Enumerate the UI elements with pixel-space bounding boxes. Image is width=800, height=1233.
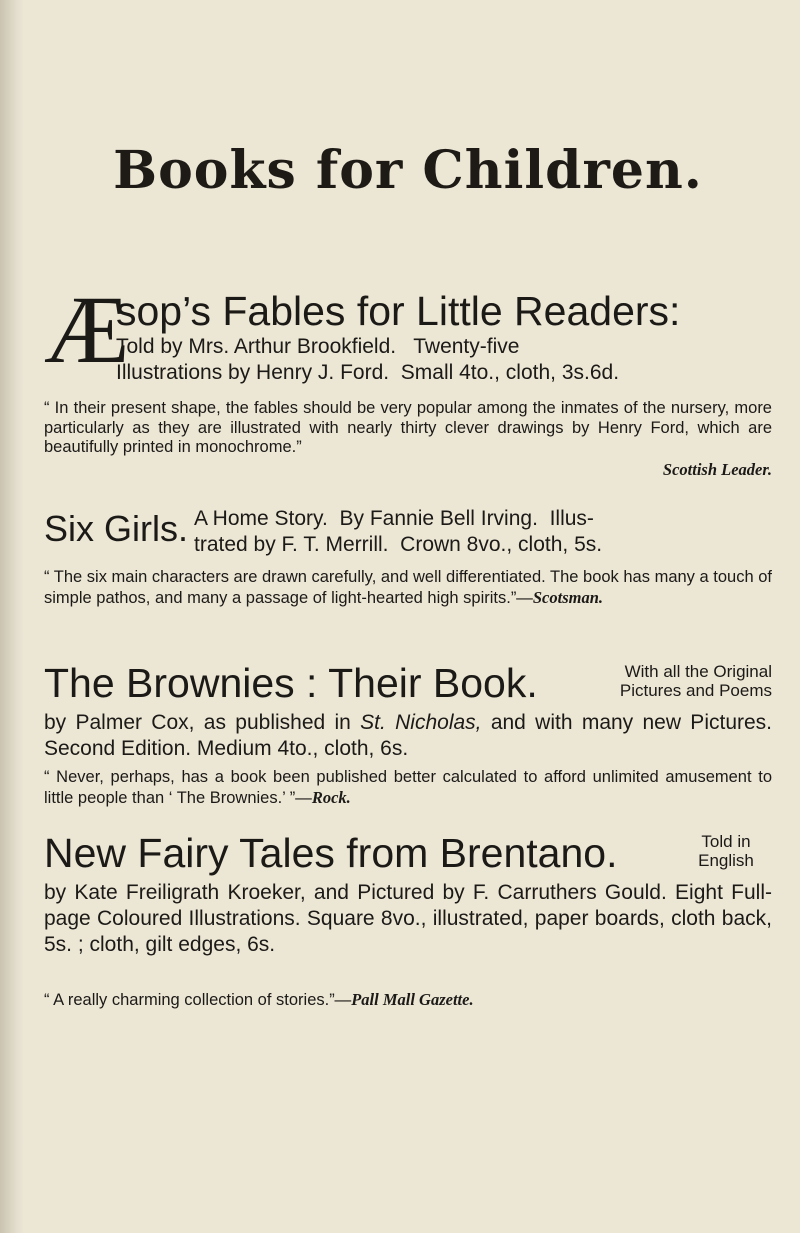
entry-details-line-1: Told by Mrs. Arthur Brookfield. Twenty-five — [116, 335, 520, 358]
entry-subtitle-line-1: With all the Original — [624, 662, 772, 681]
entry-new-fairy-tales — [44, 830, 772, 1040]
quote-text: “ A really charming collection of stories.” — [44, 991, 335, 1009]
entry-the-brownies — [44, 660, 772, 820]
entry-details — [44, 710, 772, 762]
page-heading: Books for Children. — [113, 140, 703, 201]
entry-review-quote: “ In their present shape, the fables should be very popular among the inmates of the nursery, more particularly as they are illustrated with nearly thirty clever drawings by Henry Ford, which are beautifully printed in monochrome.” — [44, 399, 772, 456]
entry-subtitle-line-2: English — [698, 851, 754, 870]
entry-title: New Fairy Tales from Brentano. — [44, 830, 618, 876]
entry-aesops-fables — [44, 276, 772, 498]
quote-text: “ Never, perhaps, has a book been published better calculated to afford unlimited amusement to little people than ‘ The Brownies.’ ” — [44, 768, 772, 807]
page-edge-shadow — [0, 0, 24, 1233]
entry-review-source: —Scotsman. — [516, 587, 604, 607]
entry-review-source: —Pall Mall Gazette. — [334, 990, 474, 1009]
entry-details-line-1: A Home Story. By Fannie Bell Irving. Illus- — [194, 507, 594, 530]
entry-review-quote — [44, 568, 772, 608]
quote-text: “ The six main characters are drawn carefully, and well differentiated. The book has many a touch of simple pathos, and many a passage of light-hearted high spirits.” — [44, 568, 772, 607]
page — [44, 0, 772, 1233]
entry-details: by Kate Freiligrath Kroeker, and Pictured by F. Carruthers Gould. Eight Full-page Coloured Illustrations. Square 8vo., illustrated, paper boards, cloth back, 5s. ; cloth, gilt edges, 6s. — [44, 881, 772, 956]
entry-details-line-2: trated by F. T. Merrill. Crown 8vo., cloth, 5s. — [194, 533, 603, 556]
entry-review-quote — [44, 990, 772, 1011]
entry-title: sop’s Fables for Little Readers: — [116, 288, 681, 334]
entry-six-girls — [44, 506, 772, 656]
entry-review-quote — [44, 768, 772, 808]
entry-title: Six Girls. — [44, 508, 188, 549]
entry-details-italic: St. Nicholas, — [360, 711, 482, 734]
entry-details-part-1: by Palmer Cox, as published in — [44, 711, 361, 734]
entry-review-source: —Rock. — [295, 787, 351, 807]
entry-review-source: Scottish Leader. — [662, 460, 772, 479]
entry-subtitle-line-1: Told in — [701, 832, 751, 851]
entry-title: The Brownies : Their Book. — [44, 660, 538, 706]
entry-details-line-2: Illustrations by Henry J. Ford. Small 4to., cloth, 3s.6d. — [116, 361, 620, 384]
drop-cap-initial: Æ — [44, 276, 130, 383]
entry-subtitle-line-2: Pictures and Poems — [619, 681, 772, 700]
entry-details-part-2: and with many new Pictures. Second Edition. Medium 4to., cloth, 6s. — [44, 711, 773, 760]
